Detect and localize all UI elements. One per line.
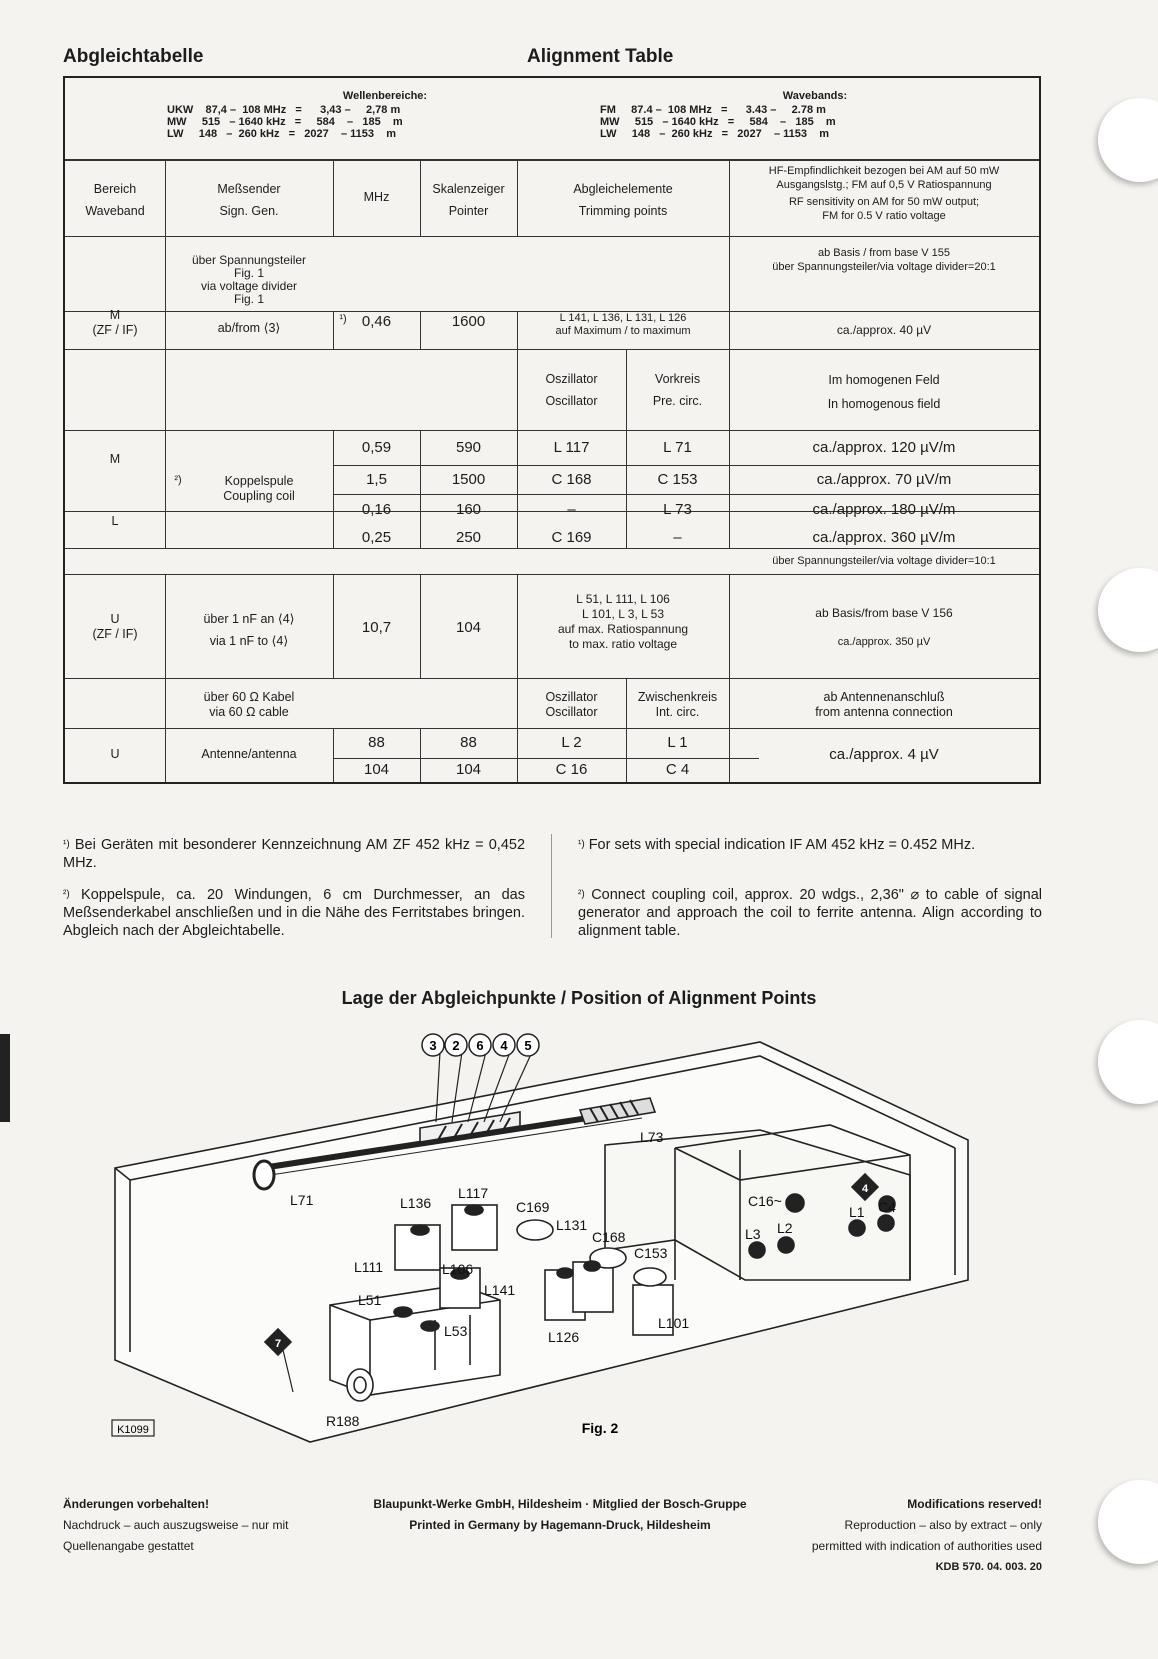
fm-row1-mhz: 88 [368,734,385,751]
label-l131: L131 [556,1217,588,1233]
col-abgleich: Abgleichelemente [573,182,673,196]
am-row1-osc: L 117 [553,439,590,456]
am-row1-mhz: 0,59 [361,439,392,456]
label-l3: L3 [745,1226,761,1242]
am-row2-pointer: 1500 [451,471,486,488]
fm-ant-en: from antenna connection [815,705,953,719]
am-pre-en: Pre. circ. [652,394,703,408]
footer-left-3: Quellenangabe gestattet [63,1539,194,1553]
col-skalenzeiger: Skalenzeiger [432,182,505,196]
label-l141: L141 [484,1282,516,1298]
am-row4-pre: – [673,529,682,546]
fm-osc-en: Oscillator [545,705,598,719]
am-row2-osc: C 168 [551,471,592,488]
fm-row1-pointer: 88 [460,734,477,751]
am-if-band: M [109,308,121,322]
am-row4-mhz: 0,25 [361,529,392,546]
col-bereich: Bereich [93,182,137,196]
punch-hole-icon [1098,98,1158,182]
note-de-2-ref: ²) [63,889,70,900]
fm-osc-de: Oszillator [545,690,598,704]
marker-4: 4 [861,1183,869,1195]
label-l106: L106 [442,1261,474,1277]
figure-code: K1099 [117,1424,149,1436]
fm-divider: über Spannungsteiler/via voltage divider=10:1 [772,555,996,567]
am-row4-pointer: 250 [455,529,482,546]
am-row3-sens: ca./approx. 180 µV/m [812,501,956,518]
fm-if-band: U [110,612,120,626]
col-hf-en-1: RF sensitivity on AM for 50 mW output; [788,196,980,208]
am-if-divider: über Spannungsteiler/via voltage divider=20:1 [772,261,996,273]
punch-hole-icon [1098,568,1158,652]
note-en-1-ref: ¹) [578,839,585,850]
am-gen-de: Koppelspule [224,474,294,488]
alignment-table [63,76,1041,784]
wavebands-en-line: MW 515 – 1640 kHz = 584 – 185 m [600,116,836,128]
fm-if-gen-en: via 1 nF to ⟨4⟩ [209,634,289,648]
am-gen-ref: ²) [174,474,182,486]
fm-gen: Antenne/antenna [201,747,297,761]
callout-3: 3 [429,1038,437,1053]
wavebands-de-line: LW 148 – 260 kHz = 2027 – 1153 m [167,128,396,140]
am-row3-osc: – [567,501,576,518]
am-row1-sens: ca./approx. 120 µV/m [812,439,956,456]
am-if-gen-1: über Spannungsteiler [191,253,307,267]
fm-int-de: Zwischenkreis [637,690,718,704]
footer-right-3: permitted with indication of authorities used [811,1539,1042,1553]
am-if-base: ab Basis / from base V 155 [817,247,951,259]
fm-if-band-sub: (ZF / IF) [92,627,138,641]
col-sign-gen: Sign. Gen. [219,204,279,218]
label-l53: L53 [444,1323,468,1339]
wavebands-en-heading: Wavebands: [782,90,848,102]
am-row3-mhz: 0,16 [361,501,392,518]
col-hf-de-1: HF-Empfindlichkeit bezogen bei AM auf 50 mW [768,165,1000,177]
marker-7: 7 [274,1338,282,1350]
label-l126: L126 [548,1329,580,1345]
am-row1-pre: L 71 [663,439,692,456]
footer-center-2: Printed in Germany by Hagemann-Druck, Hildesheim [409,1518,711,1532]
am-pre-de: Vorkreis [654,372,701,386]
punch-hole-icon [1098,1480,1158,1564]
figure-title: Lage der Abgleichpunkte / Position of Alignment Points [341,988,817,1008]
am-row4-sens: ca./approx. 360 µV/m [812,529,956,546]
figure-caption: Fig. 2 [581,1420,619,1436]
col-hf-de-2: Ausgangslstg.; FM auf 0,5 V Ratiospannung [776,179,992,191]
title-de: Abgleichtabelle [63,46,204,67]
footer-left-1: Änderungen vorbehalten! [63,1497,210,1511]
footer-center-1: Blaupunkt-Werke GmbH, Hildesheim · Mitglied der Bosch-Gruppe [373,1497,747,1511]
am-if-gen-2: Fig. 1 [233,266,264,280]
callout-5: 5 [524,1038,532,1053]
fm-if-mhz: 10,7 [361,619,392,636]
am-if-gen-from: ab/from ⟨3⟩ [217,321,281,335]
fm-gen-de: über 60 Ω Kabel [203,690,295,704]
am-row2-pre: C 153 [657,471,698,488]
am-row4-osc: C 169 [551,529,592,546]
col-mhz: MHz [363,190,390,204]
fm-band: U [110,747,120,761]
fm-if-trim-3: auf max. Ratiospannung [557,622,689,636]
label-l117: L117 [458,1185,489,1201]
fm-if-sens: ca./approx. 350 µV [837,636,931,648]
am-band-m: M [109,452,121,466]
note-de-1-ref: ¹) [63,839,70,850]
label-l2: L2 [777,1220,793,1236]
footer-right-1: Modifications reserved! [907,1497,1042,1511]
label-c4: C4 [878,1199,896,1215]
note-en-1: For sets with special indication IF AM 452 kHz = 0.452 MHz. [588,837,976,853]
am-row3-pointer: 160 [455,501,482,518]
label-l51: L51 [358,1292,382,1308]
fm-if-pointer: 104 [455,619,482,636]
fm-ant-de: ab Antennenanschluß [823,690,945,704]
am-row2-mhz: 1,5 [366,471,387,488]
callout-2: 2 [452,1038,460,1053]
am-if-band-sub: (ZF / IF) [92,323,138,337]
note-en-2-ref: ²) [578,889,585,900]
footer-left-2: Nachdruck – auch auszugsweise – nur mit [63,1518,289,1532]
note-en-2: Connect coupling coil, approx. 20 wdgs., 2,36" ⌀ to cable of signal generator and approach the coil to ferrite antenna. Align according to alignment table. [578,887,1042,939]
label-r188: R188 [326,1413,360,1429]
callout-4: 4 [500,1038,508,1053]
fm-if-trim-2: L 101, L 3, L 53 [581,607,665,621]
col-hf-en-2: FM for 0.5 V ratio voltage [822,210,946,222]
note-de-1: Bei Geräten mit besonderer Kennzeichnung AM ZF 452 kHz = 0,452 MHz. [63,837,526,871]
fm-if-trim-4: to max. ratio voltage [568,637,678,651]
footer-right-2: Reproduction – also by extract – only [844,1518,1042,1532]
label-c168: C168 [592,1229,626,1245]
fm-sens: ca./approx. 4 µV [829,746,939,763]
col-messsender: Meßsender [217,182,281,196]
label-l101: L101 [658,1315,690,1331]
label-l73: L73 [640,1129,664,1145]
alignment-points-figure [0,1030,1158,1460]
fm-gen-en: via 60 Ω cable [209,705,289,719]
label-c169: C169 [516,1199,550,1215]
am-osc-de: Oszillator [545,372,598,386]
am-field-en: In homogenous field [827,397,941,411]
am-osc-en: Oscillator [545,394,598,408]
wavebands-en-line: LW 148 – 260 kHz = 2027 – 1153 m [600,128,829,140]
label-l111: L111 [354,1259,384,1275]
fm-row1-osc: L 2 [561,734,582,751]
wavebands-de-heading: Wellenbereiche: [342,90,428,102]
footer-right-4: KDB 570. 04. 003. 20 [935,1561,1042,1573]
am-field-de: Im homogenen Feld [828,373,940,387]
fm-row2-mhz: 104 [363,761,390,778]
label-l136: L136 [400,1195,432,1211]
am-if-mhz: 0,46 [361,313,392,330]
fm-row2-osc: C 16 [555,761,588,778]
fm-row1-int: L 1 [667,734,688,751]
label-l1: L1 [849,1204,865,1220]
am-gen-en: Coupling coil [223,489,295,503]
callout-6: 6 [476,1038,484,1053]
label-l71: L71 [290,1192,314,1208]
label-c16: C16~ [748,1193,782,1209]
am-if-gen-3: via voltage divider [200,279,298,293]
am-row2-sens: ca./approx. 70 µV/m [816,471,952,488]
am-if-pointer: 1600 [451,313,486,330]
fm-int-en: Int. circ. [655,705,700,719]
note-de-2: Koppelspule, ca. 20 Windungen, 6 cm Durchmesser, an das Meßsenderkabel anschließen und in die Nähe des Ferritstabes bringen. Abgleich nach der Abgleichtabelle. [63,887,525,939]
col-pointer: Pointer [448,204,489,218]
am-if-trim-1: L 141, L 136, L 131, L 126 [559,312,687,324]
am-if-trim-2: auf Maximum / to maximum [555,325,691,337]
wavebands-en-line: FM 87.4 – 108 MHz = 3.43 – 2.78 m [600,104,826,116]
am-if-gen-4: Fig. 1 [233,292,264,306]
fm-if-gen-de: über 1 nF an ⟨4⟩ [203,612,295,626]
am-band-l: L [111,514,119,528]
am-row3-pre: L 73 [663,501,692,518]
col-trimming: Trimming points [578,204,668,218]
wavebands-de-line: UKW 87,4 – 108 MHz = 3,43 – 2,78 m [167,104,401,116]
col-waveband: Waveband [85,204,145,218]
fm-row2-pointer: 104 [455,761,482,778]
wavebands-de-line: MW 515 – 1640 kHz = 584 – 185 m [167,116,403,128]
title-en: Alignment Table [527,46,674,67]
fm-if-trim-1: L 51, L 111, L 106 [576,592,670,606]
am-row1-pointer: 590 [455,439,482,456]
label-c153: C153 [634,1245,668,1261]
am-if-note-ref: ¹) [339,313,347,325]
fm-row2-int: C 4 [665,761,690,778]
fm-if-base: ab Basis/from base V 156 [815,606,953,620]
am-if-sens: ca./approx. 40 µV [836,323,932,337]
